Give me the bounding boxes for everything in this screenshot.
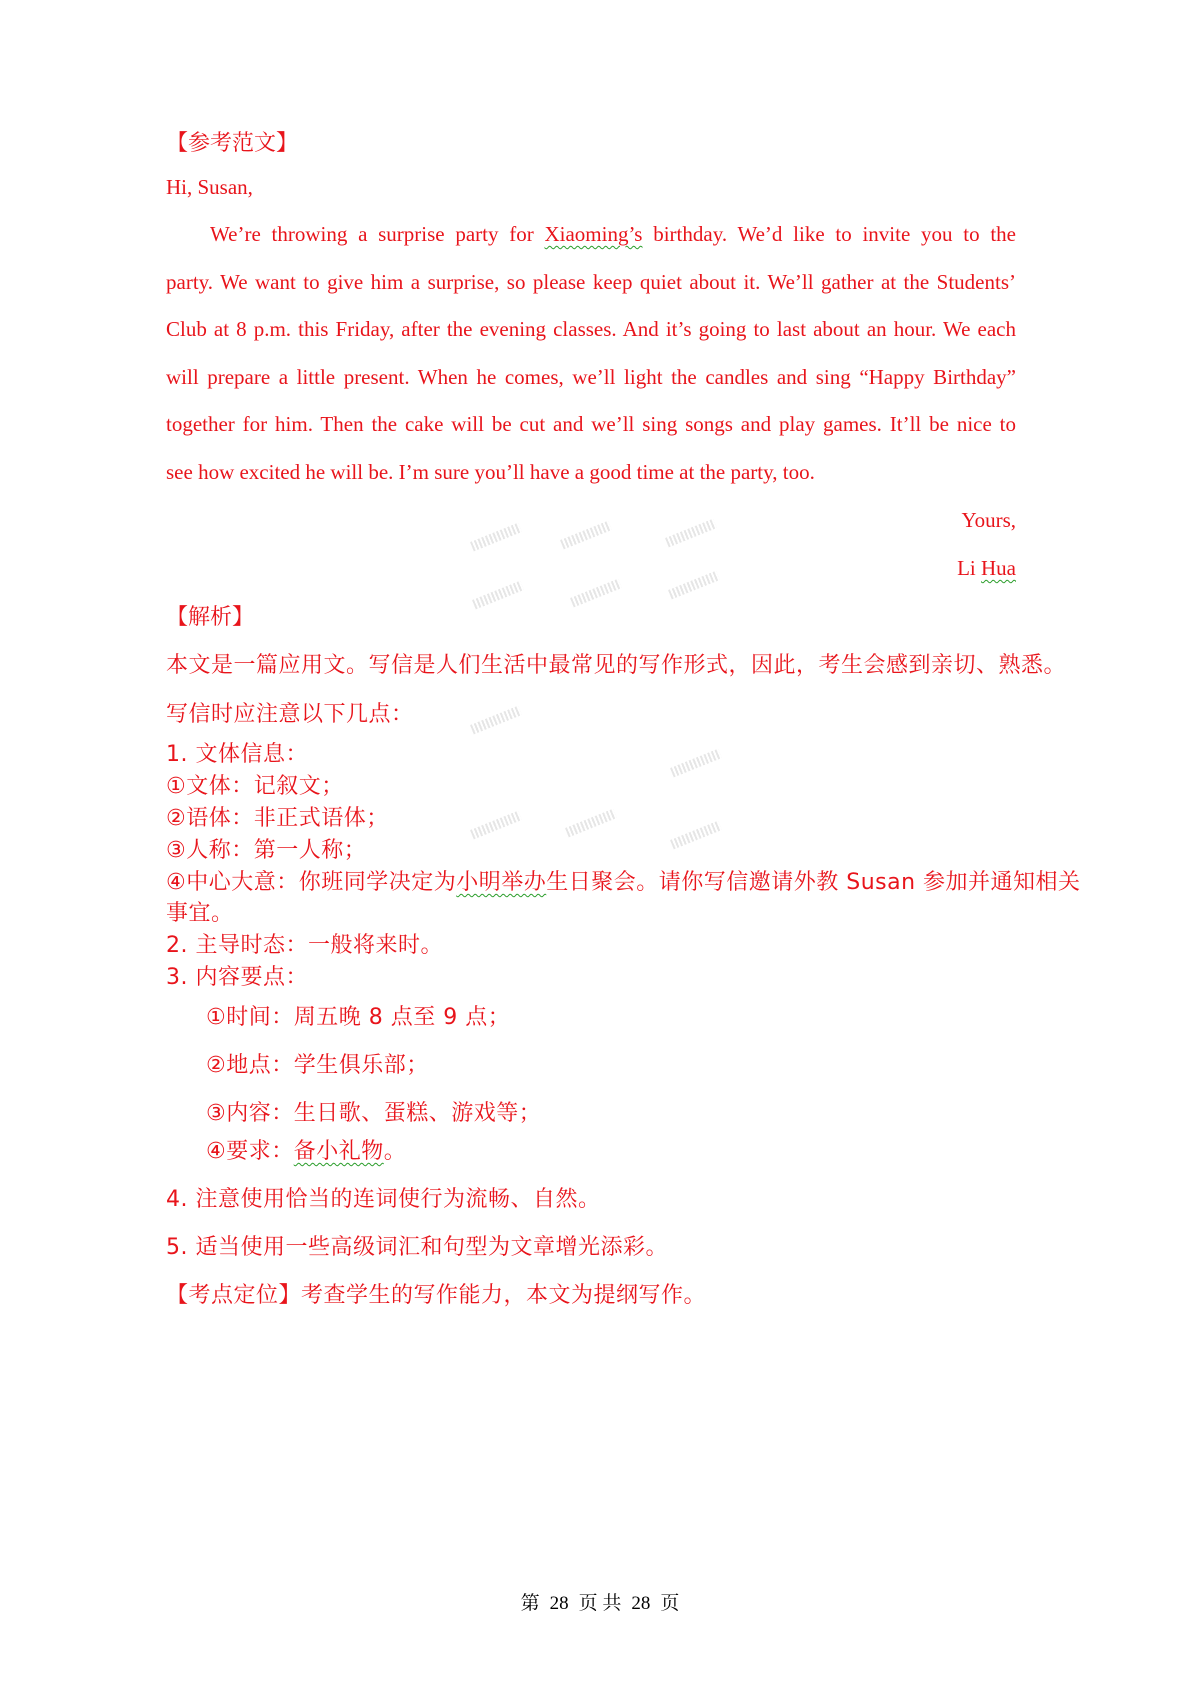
current-page-number: 28 bbox=[549, 1593, 569, 1614]
analysis-intro-2: 写信时应注意以下几点： bbox=[166, 702, 414, 727]
analysis-item-1: 1. 文体信息： bbox=[166, 742, 308, 767]
sub-4-text-a: ④中心大意：你班同学决定为 bbox=[166, 870, 457, 895]
footer-prefix: 第 bbox=[520, 1593, 540, 1614]
watermark-mark bbox=[670, 821, 722, 850]
page-footer bbox=[0, 1588, 1200, 1615]
letter-salutation: Hi, Susan, bbox=[166, 175, 253, 199]
footer-middle: 页 共 bbox=[578, 1593, 622, 1614]
analysis-item-3-sub-2: ②地点：学生俱乐部； bbox=[206, 1053, 429, 1078]
watermark-mark bbox=[472, 581, 524, 610]
watermark-mark bbox=[570, 579, 622, 608]
analysis-item-5: 5. 适当使用一些高级词汇和句型为文章增光添彩。 bbox=[166, 1235, 668, 1260]
letter-body-line-3: Club at 8 p.m. this Friday, after the evening classes. And it’s going to last about an hour. We each bbox=[166, 317, 1016, 341]
analysis-item-3-sub-4 bbox=[206, 1134, 406, 1165]
analysis-intro-1: 本文是一篇应用文。写信是人们生活中最常见的写作形式，因此，考生会感到亲切、熟悉。 bbox=[166, 653, 1067, 678]
letter-body-line-2: party. We want to give him a surprise, so please keep quiet about it. We’ll gather at the Students’ bbox=[166, 270, 1016, 294]
spellcheck-word: Xiaoming’s bbox=[544, 222, 643, 246]
letter-line-1-start: We’re throwing a surprise party for bbox=[210, 222, 545, 246]
watermark-mark bbox=[670, 749, 722, 778]
watermark-mark bbox=[668, 571, 720, 600]
analysis-item-1-sub-4 bbox=[166, 865, 1081, 896]
letter-line-1-end: birthday. We’d like to invite you to the bbox=[642, 222, 1016, 246]
letter-closing: Yours, bbox=[961, 508, 1016, 532]
letter-body-line-5: together for him. Then the cake will be cut and we’ll sing songs and play games. It’ll be nice to bbox=[166, 412, 1016, 436]
reference-essay-heading: 【参考范文】 bbox=[166, 131, 299, 156]
analysis-item-1-sub-4-cont: 事宜。 bbox=[166, 901, 234, 926]
analysis-item-3-sub-3: ③内容：生日歌、蛋糕、游戏等； bbox=[206, 1101, 542, 1126]
watermark-mark bbox=[470, 706, 522, 735]
analysis-heading: 【解析】 bbox=[166, 605, 255, 630]
watermark-mark bbox=[565, 809, 617, 838]
spellcheck-word: 备小礼物 bbox=[293, 1139, 384, 1164]
footer-suffix: 页 bbox=[660, 1593, 680, 1614]
analysis-item-1-sub-2: ②语体：非正式语体； bbox=[166, 806, 389, 831]
watermark-mark bbox=[470, 811, 522, 840]
exam-point: 【考点定位】考查学生的写作能力，本文为提纲写作。 bbox=[166, 1283, 707, 1308]
watermark-mark bbox=[470, 523, 522, 552]
watermark-mark bbox=[560, 521, 612, 550]
letter-body-line-6: see how excited he will be. I’m sure you’ll have a good time at the party, too. bbox=[166, 460, 815, 484]
letter-body-line-1 bbox=[210, 222, 1016, 247]
analysis-item-4: 4. 注意使用恰当的连词使行为流畅、自然。 bbox=[166, 1187, 601, 1212]
analysis-item-1-sub-1: ①文体：记叙文； bbox=[166, 774, 344, 799]
watermark-mark bbox=[665, 519, 717, 548]
total-page-count: 28 bbox=[631, 1593, 651, 1614]
letter-signature bbox=[957, 556, 1016, 581]
spellcheck-word: 小明举办 bbox=[456, 870, 547, 895]
analysis-item-2: 2. 主导时态：一般将来时。 bbox=[166, 933, 443, 958]
analysis-item-1-sub-3: ③人称：第一人称； bbox=[166, 838, 367, 863]
sub-4-text-a: ④要求： bbox=[206, 1139, 294, 1164]
signature-last: Hua bbox=[981, 556, 1016, 580]
signature-first: Li bbox=[957, 556, 981, 580]
analysis-item-3-sub-1: ①时间：周五晚 8 点至 9 点； bbox=[206, 1005, 511, 1030]
sub-4-text-c: 。 bbox=[383, 1139, 407, 1164]
sub-4-text-c: 生日聚会。请你写信邀请外教 Susan 参加并通知相关 bbox=[546, 870, 1081, 895]
analysis-item-3: 3. 内容要点： bbox=[166, 965, 308, 990]
letter-body-line-4: will prepare a little present. When he comes, we’ll light the candles and sing “Happy Birthday” bbox=[166, 365, 1016, 389]
